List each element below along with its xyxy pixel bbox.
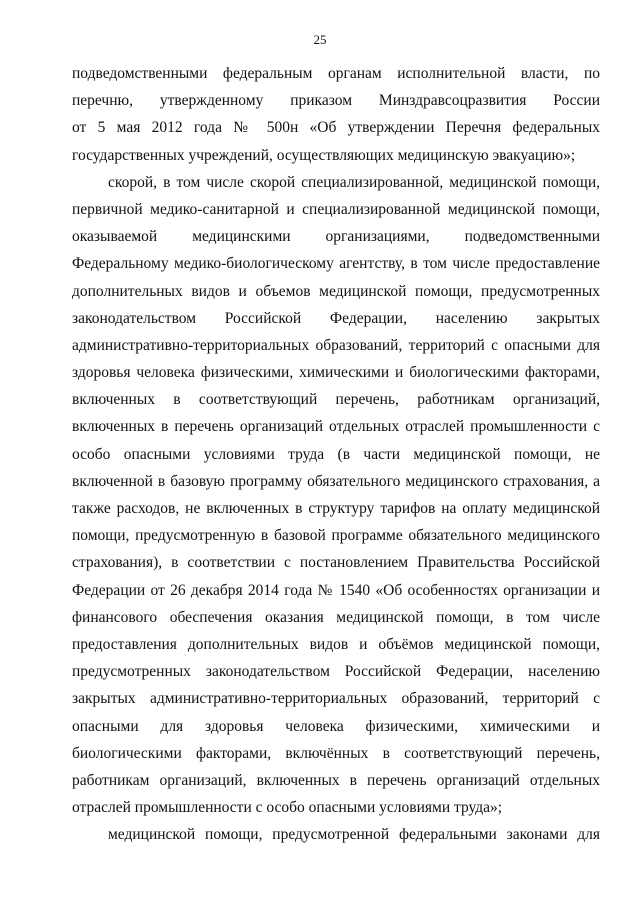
text-line: Федеральному медико-биологическому агентству, в том числе предоставление bbox=[72, 255, 600, 273]
text-line: государственных учреждений, осуществляющих медицинскую эвакуацию»; bbox=[72, 146, 576, 164]
page-number: 25 bbox=[313, 32, 327, 47]
text-line: страхования), в соответствии с постановлением Правительства Российской bbox=[72, 554, 600, 572]
text-line: включенных в соответствующий перечень, работникам организаций, bbox=[72, 391, 600, 409]
text-line: биологическими факторами, включённых в соответствующий перечень, bbox=[72, 744, 600, 762]
text-line: закрытых административно-территориальных образований, территорий с bbox=[72, 690, 600, 708]
text-line: предоставления дополнительных видов и объёмов медицинской помощи, bbox=[72, 635, 600, 653]
text-line: законодательством Российской Федерации, населению закрытых bbox=[72, 309, 600, 327]
document-body bbox=[72, 60, 600, 848]
text-line: дополнительных видов и объемов медицинской помощи, предусмотренных bbox=[72, 282, 600, 300]
text-line: здоровья человека физическими, химическими и биологическими факторами, bbox=[72, 364, 600, 382]
text-line: особо опасными условиями труда (в части медицинской помощи, не bbox=[72, 445, 600, 463]
text-line: отраслей промышленности с особо опасными условиями труда»; bbox=[72, 799, 503, 817]
text-line: опасными для здоровья человека физическими, химическими и bbox=[72, 717, 600, 735]
text-line: также расходов, не включенных в структуру тарифов на оплату медицинской bbox=[72, 500, 600, 517]
text-line: перечню, утвержденному приказом Минздравсоцразвития России bbox=[72, 92, 600, 110]
text-line: административно-территориальных образований, территорий с опасными для bbox=[72, 336, 600, 354]
paragraph-1 bbox=[72, 60, 600, 169]
paragraph-3 bbox=[72, 821, 600, 848]
text-line: помощи, предусмотренную в базовой программе обязательного медицинского bbox=[72, 527, 600, 545]
text-line: финансового обеспечения оказания медицинской помощи, в том числе bbox=[72, 608, 600, 626]
text-line: работникам организаций, включенных в перечень организаций отдельных bbox=[72, 771, 600, 789]
text-line: предусмотренных законодательством Российской Федерации, населению bbox=[72, 663, 600, 681]
text-line: подведомственными федеральным органам исполнительной власти, по bbox=[72, 65, 600, 82]
text-line: первичной медико-санитарной и специализированной медицинской помощи, bbox=[72, 200, 600, 218]
text-line: от 5 мая 2012 года № 500н «Об утверждении Перечня федеральных bbox=[72, 119, 600, 137]
text-line: Федерации от 26 декабря 2014 года № 1540 «Об особенностях организации и bbox=[72, 581, 600, 599]
text-line: включенной в базовую программу обязательного медицинского страхования, а bbox=[72, 472, 600, 490]
text-line: медицинской помощи, предусмотренной федеральными законами для bbox=[108, 826, 600, 844]
text-line: включенных в перечень организаций отдельных отраслей промышленности с bbox=[72, 418, 600, 436]
text-line: скорой, в том числе скорой специализированной, медицинской помощи, bbox=[108, 173, 600, 191]
text-line: оказываемой медицинскими организациями, подведомственными bbox=[72, 228, 600, 246]
paragraph-2 bbox=[72, 169, 600, 822]
